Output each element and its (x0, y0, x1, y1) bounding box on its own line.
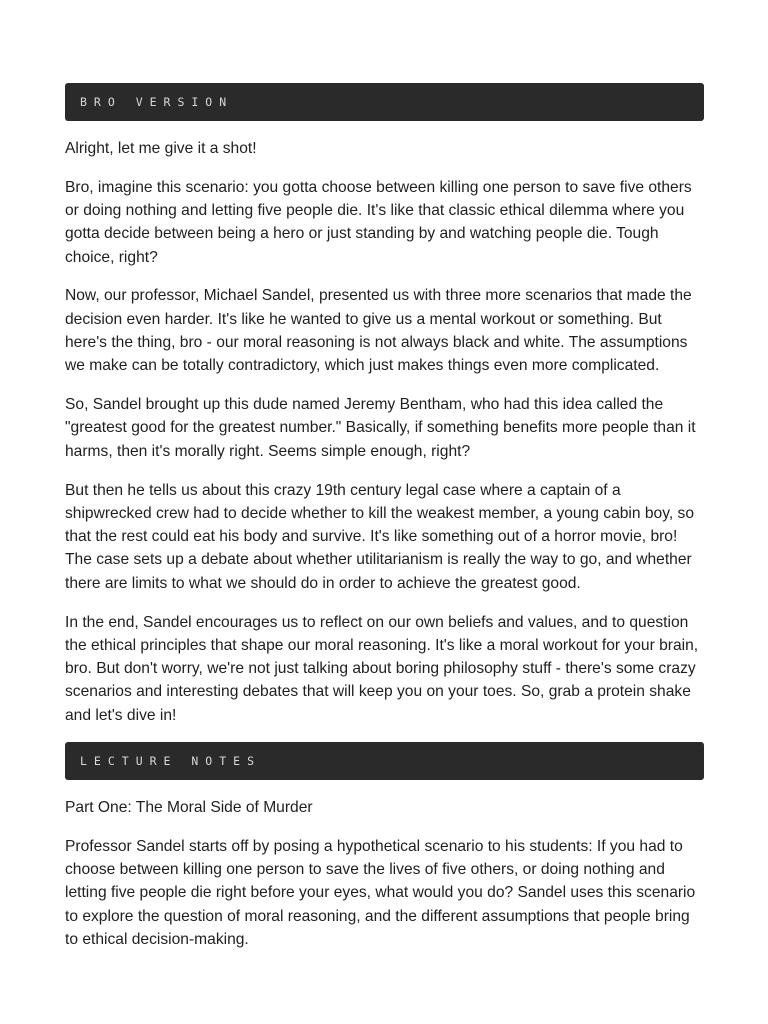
bro-version-body (65, 137, 704, 727)
notes-paragraph-1: Part One: The Moral Side of Murder (65, 799, 313, 817)
notes-paragraph-2: Professor Sandel starts off by posing a hypothetical scenario to his students: If you had to choose between killing one person to save the lives of five others, or doing nothing and letting five people die right before your eyes, what would you do? Sandel uses this scenario to explore the question of moral reasoning, and the different assumptions that people bring to ethical decision-making. (65, 837, 696, 949)
bro-version-header (65, 83, 704, 121)
bro-paragraph-2: Bro, imagine this scenario: you gotta choose between killing one person to save five others or doing nothing and letting five people die. It's like that classic ethical dilemma where you gotta decide between being a hero or just standing by and watching people die. Tough choice, right? (65, 178, 692, 266)
lecture-notes-header (65, 742, 704, 780)
lecture-notes-body (65, 796, 704, 951)
bro-paragraph-6: In the end, Sandel encourages us to reflect on our own beliefs and values, and to question the ethical principles that shape our moral reasoning. It's like a moral workout for your brain, bro. But don't worry, we're not just talking about boring philosophy stuff - there's some crazy scenarios and interesting debates that will keep you on your toes. So, grab a protein shake and let's dive in! (65, 613, 699, 724)
lecture-notes-header-label: LECTURE NOTES (80, 754, 262, 769)
bro-version-header-label: BRO VERSION (80, 95, 234, 109)
bro-paragraph-1: Alright, let me give it a shot! (65, 140, 257, 157)
bro-paragraph-4: So, Sandel brought up this dude named Jeremy Bentham, who had this idea called the "greatest good for the greatest number." Basically, if something benefits more people than it harms, then it's morally right. Seems simple enough, right? (65, 396, 696, 460)
bro-paragraph-3: Now, our professor, Michael Sandel, presented us with three more scenarios that made the decision even harder. It's like he wanted to give us a mental workout or something. But here's the thing, bro - our moral reasoning is not always black and white. The assumptions we make can be totally contradictory, which just makes things even more complicated. (65, 287, 692, 375)
document-page (65, 83, 704, 951)
bro-paragraph-5: But then he tells us about this crazy 19th century legal case where a captain of a shipwrecked crew had to decide whether to kill the weakest member, a young cabin boy, so that the rest could eat his body and survive. It's like something out of a horror movie, bro! The case sets up a debate about whether utilitarianism is really the way to go, and whether there are limits to what we should do in order to achieve the greatest good. (65, 481, 694, 592)
